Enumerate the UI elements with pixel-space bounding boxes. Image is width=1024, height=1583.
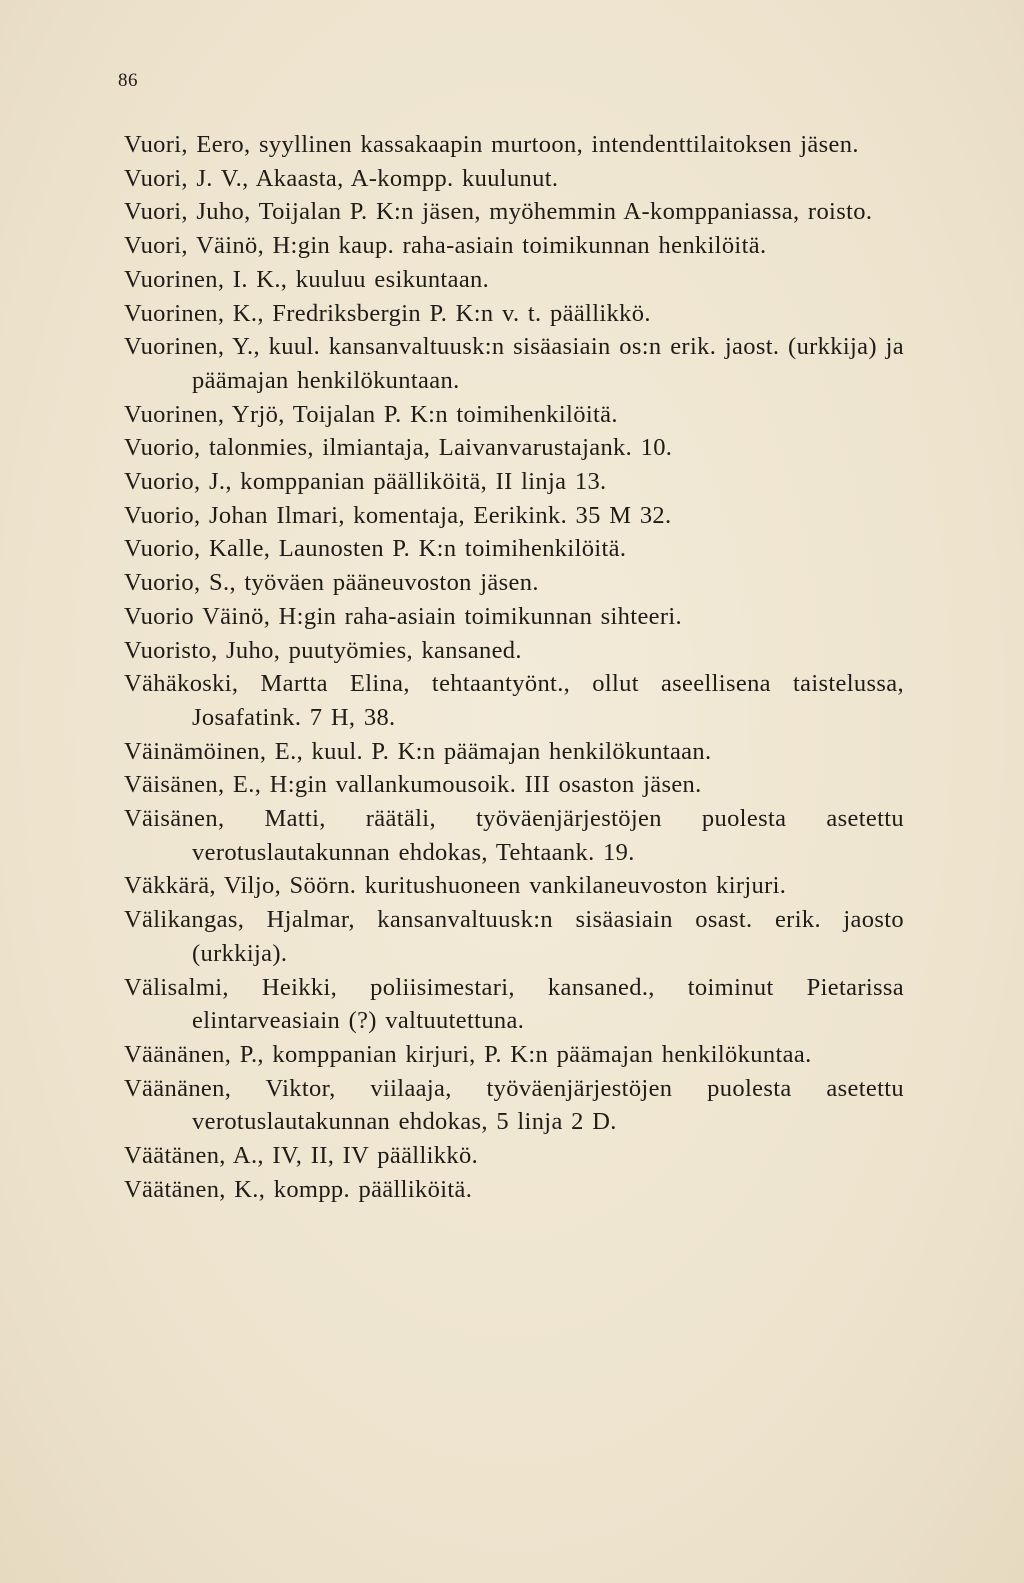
entry-list <box>124 128 904 1207</box>
list-item: Vuorio, J., komppanian päälliköitä, II linja 13. <box>124 468 607 496</box>
list-item: Vuorio, S., työväen pääneuvoston jäsen. <box>124 569 539 597</box>
list-item: Vuori, J. V., Akaasta, A-kompp. kuulunut. <box>124 164 559 192</box>
list-item: Vuori, Juho, Toijalan P. K:n jäsen, myöhemmin A-komppaniassa, roisto. <box>124 198 873 226</box>
list-item: Vuorinen, K., Fredriksbergin P. K:n v. t. päällikkö. <box>124 299 651 327</box>
list-item: Väänänen, P., komppanian kirjuri, P. K:n päämajan henkilökuntaa. <box>124 1040 812 1068</box>
list-item: Vuori, Eero, syyllinen kassakaapin murtoon, intendenttilaitoksen jäsen. <box>124 131 859 158</box>
list-item: Väinämöinen, E., kuul. P. K:n päämajan henkilökuntaan. <box>124 737 712 765</box>
list-item: Väisänen, Matti, räätäli, työväenjärjestöjen puolesta asetettu verotuslautakunnan ehdokas, Tehtaank. 19. <box>124 805 904 866</box>
list-item: Vuorio, Kalle, Launosten P. K:n toimihenkilöitä. <box>124 535 627 563</box>
list-item: Vuorinen, Yrjö, Toijalan P. K:n toimihenkilöitä. <box>124 400 618 428</box>
list-item: Vuorio, Johan Ilmari, komentaja, Eerikink. 35 M 32. <box>124 501 672 529</box>
list-item: Väänänen, Viktor, viilaaja, työväenjärjestöjen puolesta asetettu verotuslautakunnan ehdokas, 5 linja 2 D. <box>124 1074 904 1136</box>
list-item: Vuorio, talonmies, ilmiantaja, Laivanvarustajank. 10. <box>124 434 673 462</box>
list-item: Vuoristo, Juho, puutyömies, kansaned. <box>124 636 522 664</box>
list-item: Vuorio Väinö, H:gin raha-asiain toimikunnan sihteeri. <box>124 602 683 630</box>
page-number: 86 <box>118 70 138 91</box>
list-item: Väkkärä, Viljo, Söörn. kuritushuoneen vankilaneuvoston kirjuri. <box>124 872 787 900</box>
list-item: Välisalmi, Heikki, poliisimestari, kansaned., toiminut Pietarissa elintarveasiain (?) valtuutettuna. <box>124 973 904 1035</box>
list-item: Vuorinen, Y., kuul. kansanvaltuusk:n sisäasiain os:n erik. jaost. (urkkija) ja päämajan henkilökuntaan. <box>124 333 904 394</box>
list-item: Vähäkoski, Martta Elina, tehtaantyönt., ollut aseellisena taistelussa, Josafatink. 7 H, 38. <box>124 670 904 731</box>
list-item: Väätänen, A., IV, II, IV päällikkö. <box>124 1142 479 1170</box>
list-item: Välikangas, Hjalmar, kansanvaltuusk:n sisäasiain osast. erik. jaosto (urkkija). <box>124 906 904 967</box>
list-item: Vuori, Väinö, H:gin kaup. raha-asiain toimikunnan henkilöitä. <box>124 232 767 260</box>
list-item: Vuorinen, I. K., kuuluu esikuntaan. <box>124 265 490 293</box>
list-item: Väisänen, E., H:gin vallankumousoik. III osaston jäsen. <box>124 771 702 799</box>
list-item: Väätänen, K., kompp. päälliköitä. <box>124 1175 473 1203</box>
